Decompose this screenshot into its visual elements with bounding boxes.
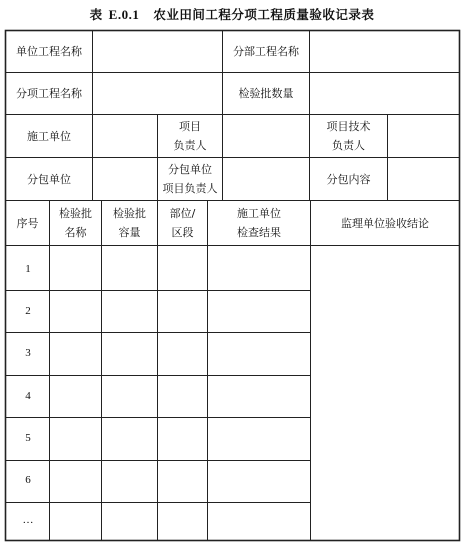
label-inspection-lot-qty: 检验批数量 xyxy=(238,87,294,100)
row-number: 2 xyxy=(25,305,31,317)
row-number: … xyxy=(22,514,34,526)
column-header-conclusion: 监理单位验收结论 xyxy=(341,216,429,230)
row-number: 5 xyxy=(25,432,31,444)
row-number: 4 xyxy=(25,390,31,402)
field-tech-lead[interactable] xyxy=(388,115,459,157)
field-construction-unit[interactable] xyxy=(93,115,157,157)
label-project-lead: 项目 负责人 xyxy=(173,120,207,152)
column-header-check-result: 施工单位 检查结果 xyxy=(237,207,281,239)
conclusion-field[interactable] xyxy=(311,246,459,540)
field-sub-content[interactable] xyxy=(388,158,459,200)
label-sub-project-lead: 分包单位 项目负责人 xyxy=(162,163,218,195)
column-header-lot-capacity: 检验批 容量 xyxy=(113,207,146,239)
field-unit-project-name[interactable] xyxy=(93,31,222,72)
label-sub-division-name: 分部工程名称 xyxy=(233,45,299,58)
row-number: 6 xyxy=(25,474,31,486)
field-inspection-lot-qty[interactable] xyxy=(310,73,459,114)
row-number: 3 xyxy=(25,347,31,359)
field-subcontractor[interactable] xyxy=(93,158,157,200)
field-sub-division-name[interactable] xyxy=(310,31,459,72)
label-sub-content: 分包内容 xyxy=(326,172,371,186)
label-construction-unit: 施工单位 xyxy=(27,129,71,143)
row-number: 1 xyxy=(25,263,31,275)
field-sub-item-name[interactable] xyxy=(93,73,222,114)
label-sub-item-name: 分项工程名称 xyxy=(16,87,82,100)
label-tech-lead: 项目技术 负责人 xyxy=(326,120,371,152)
column-header-lot-name: 检验批 名称 xyxy=(59,207,92,239)
page-title: 表 E.0.1 农业田间工程分项工程质量验收记录表 xyxy=(89,7,375,22)
label-unit-project-name: 单位工程名称 xyxy=(16,45,82,58)
column-header-section: 部位/ 区段 xyxy=(169,207,196,239)
label-subcontractor: 分包单位 xyxy=(27,172,71,186)
column-header-seq: 序号 xyxy=(16,216,39,230)
field-sub-project-lead[interactable] xyxy=(223,158,309,200)
field-project-lead[interactable] xyxy=(223,115,309,157)
